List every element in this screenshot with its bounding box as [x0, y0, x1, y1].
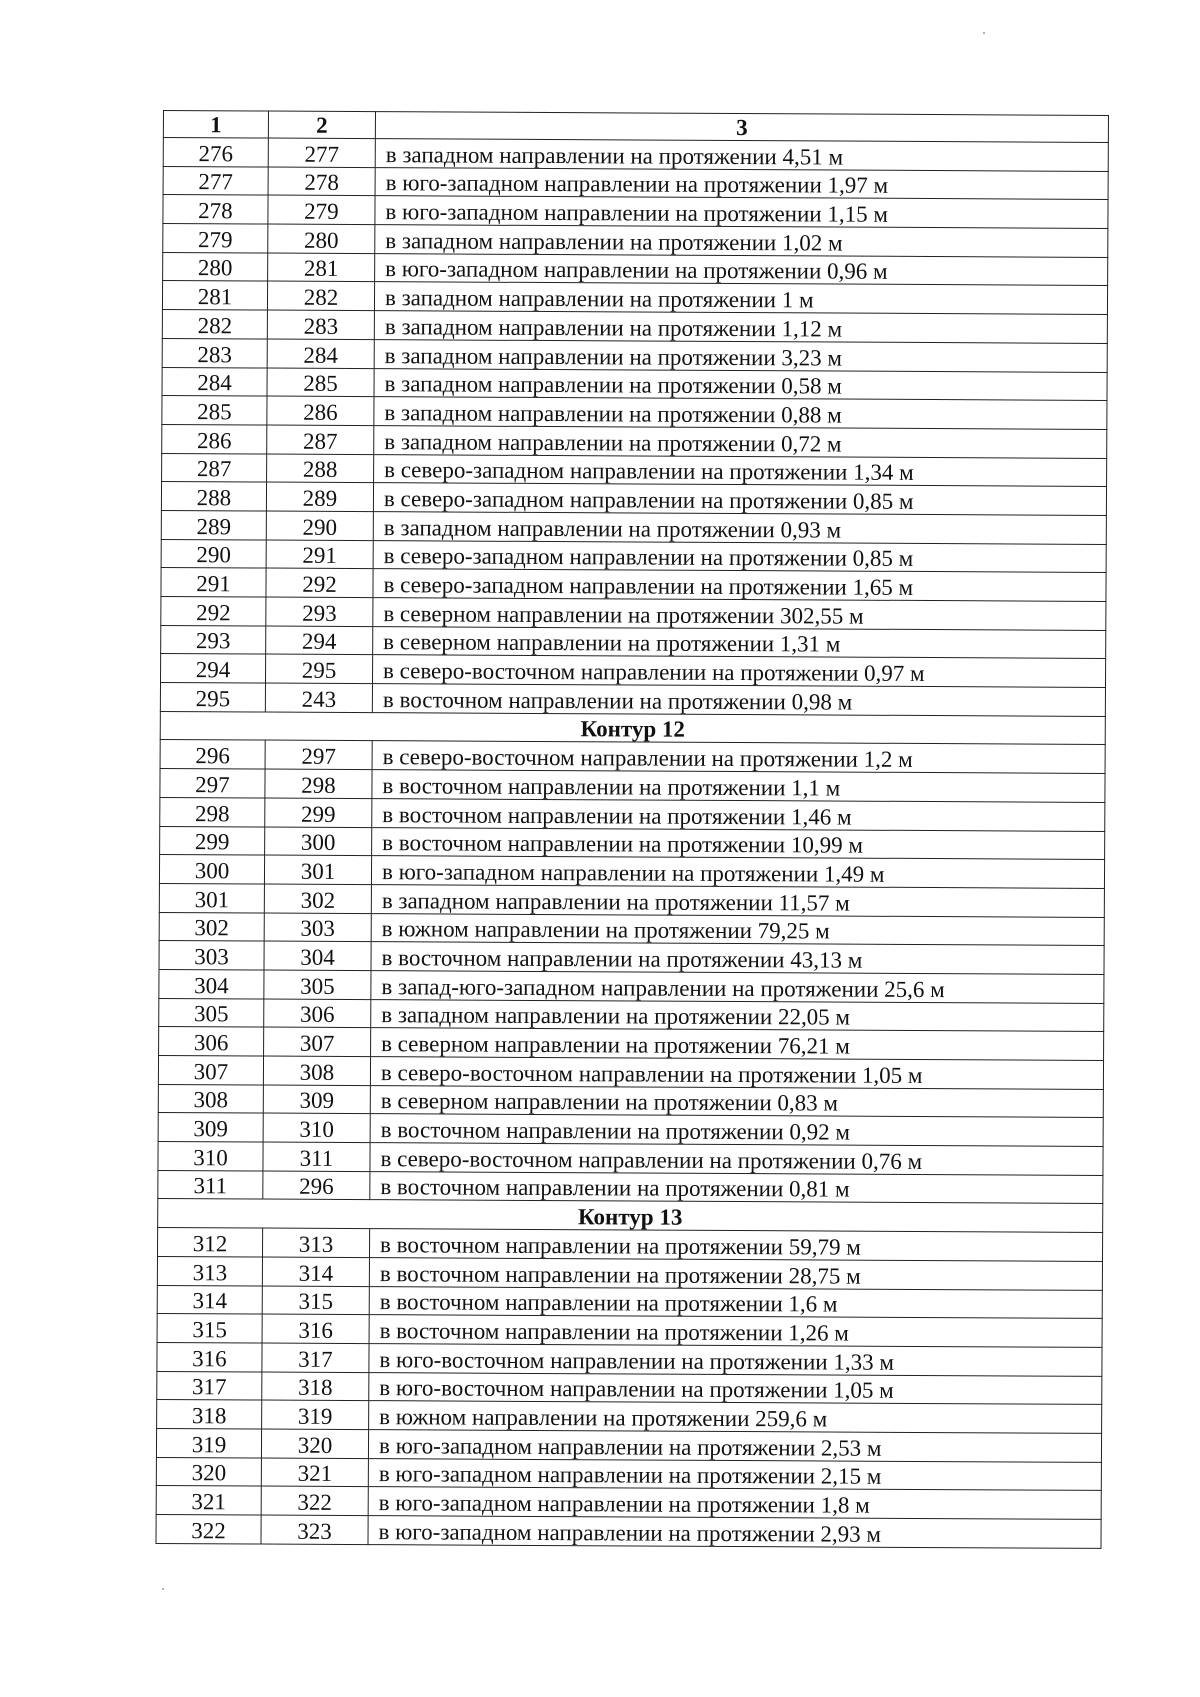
description-cell: в юго-западном направлении на протяжении 1,8 м	[368, 1487, 1101, 1520]
table-row	[160, 769, 1105, 803]
to-point-cell: 303	[264, 913, 371, 942]
table-row	[162, 424, 1107, 458]
table-row	[161, 482, 1106, 516]
description-cell: в восточном направлении на протяжении 0,81 м	[370, 1171, 1103, 1204]
to-point-cell: 288	[267, 454, 374, 483]
from-point-cell: 320	[156, 1457, 261, 1486]
table-row	[160, 683, 1105, 717]
from-point-cell: 286	[162, 424, 267, 453]
from-point-cell: 285	[162, 396, 267, 425]
table-row	[158, 1170, 1103, 1204]
table-row	[157, 1371, 1102, 1405]
from-point-cell: 296	[160, 740, 265, 769]
to-point-cell: 298	[265, 769, 372, 798]
description-cell: в западном направлении на протяжении 22,05 м	[371, 999, 1104, 1032]
from-point-cell: 287	[162, 453, 267, 482]
to-point-cell: 280	[268, 224, 375, 253]
header-col-2: 2	[268, 111, 375, 139]
from-point-cell: 278	[163, 195, 268, 224]
table-row	[158, 1084, 1103, 1118]
table-row	[159, 1027, 1104, 1061]
table-row	[163, 138, 1108, 172]
description-cell: в юго-западном направлении на протяжении 0,96 м	[375, 253, 1108, 286]
from-point-cell: 309	[158, 1113, 263, 1142]
from-point-cell: 305	[159, 998, 264, 1027]
section-heading: Контур 12	[160, 711, 1105, 745]
from-point-cell: 310	[158, 1142, 263, 1171]
description-cell: в западном направлении на протяжении 3,23 м	[374, 339, 1107, 372]
description-cell: в восточном направлении на протяжении 0,92 м	[370, 1114, 1103, 1147]
from-point-cell: 290	[161, 539, 266, 568]
section-heading: Контур 13	[158, 1199, 1103, 1233]
to-point-cell: 305	[264, 970, 371, 999]
to-point-cell: 279	[268, 195, 375, 224]
to-point-cell: 296	[263, 1171, 370, 1200]
from-point-cell: 284	[162, 367, 267, 396]
table-row	[160, 740, 1105, 774]
description-cell: в юго-западном направлении на протяжении 2,15 м	[368, 1458, 1101, 1491]
description-cell: в запад-юго-западном направлении на протяжении 25,6 м	[371, 971, 1104, 1004]
table-row	[163, 252, 1108, 286]
to-point-cell: 316	[262, 1314, 369, 1343]
from-point-cell: 318	[157, 1400, 262, 1429]
from-point-cell: 303	[159, 941, 264, 970]
description-cell: в юго-западном направлении на протяжении 1,49 м	[371, 856, 1104, 889]
to-point-cell: 293	[266, 597, 373, 626]
table-row	[159, 941, 1104, 975]
description-cell: в восточном направлении на протяжении 1,26 м	[369, 1315, 1102, 1348]
scan-speck	[983, 32, 985, 34]
to-point-cell: 295	[266, 654, 373, 683]
from-point-cell: 294	[161, 654, 266, 683]
to-point-cell: 306	[264, 999, 371, 1028]
table-row	[162, 338, 1107, 372]
to-point-cell: 287	[267, 425, 374, 454]
table-row	[156, 1514, 1101, 1548]
from-point-cell: 314	[157, 1285, 262, 1314]
to-point-cell: 320	[261, 1429, 368, 1458]
to-point-cell: 283	[267, 310, 374, 339]
from-point-cell: 300	[159, 855, 264, 884]
to-point-cell: 319	[262, 1400, 369, 1429]
from-point-cell: 293	[161, 625, 266, 654]
from-point-cell: 311	[158, 1170, 263, 1199]
header-col-1: 1	[163, 111, 268, 139]
table-row	[156, 1457, 1101, 1491]
from-point-cell: 283	[162, 338, 267, 367]
table-row	[159, 998, 1104, 1032]
from-point-cell: 292	[161, 596, 266, 625]
table-row	[161, 568, 1106, 602]
from-point-cell: 306	[159, 1027, 264, 1056]
table-row	[162, 453, 1107, 487]
table-row	[161, 539, 1106, 573]
table-row	[162, 396, 1107, 430]
from-point-cell: 288	[161, 482, 266, 511]
to-point-cell: 301	[264, 855, 371, 884]
description-cell: в западном направлении на протяжении 1,02 м	[375, 225, 1108, 258]
description-cell: в юго-восточном направлении на протяжении 1,33 м	[369, 1343, 1102, 1376]
to-point-cell: 278	[268, 167, 375, 196]
description-cell: в восточном направлении на протяжении 1,6 м	[369, 1286, 1102, 1319]
table-row	[160, 797, 1105, 831]
description-cell: в северном направлении на протяжении 1,31 м	[373, 626, 1106, 659]
table-row	[162, 310, 1107, 344]
table-row	[158, 1055, 1103, 1089]
from-point-cell: 282	[162, 310, 267, 339]
description-cell: в восточном направлении на протяжении 0,98 м	[372, 684, 1105, 717]
description-cell: в западном направлении на протяжении 11,57 м	[371, 884, 1104, 917]
table-row	[162, 281, 1107, 315]
from-point-cell: 299	[160, 826, 265, 855]
description-cell: в северо-западном направлении на протяжении 0,85 м	[373, 483, 1106, 516]
from-point-cell: 277	[163, 166, 268, 195]
from-point-cell: 276	[163, 138, 268, 167]
to-point-cell: 291	[266, 540, 373, 569]
description-cell: в восточном направлении на протяжении 28,75 м	[369, 1257, 1102, 1290]
description-cell: в юго-западном направлении на протяжении 2,53 м	[368, 1430, 1101, 1463]
table-row	[157, 1314, 1102, 1348]
table-row	[157, 1342, 1102, 1376]
description-cell: в северо-восточном направлении на протяжении 1,05 м	[370, 1057, 1103, 1090]
table-row	[159, 855, 1104, 889]
to-point-cell: 322	[261, 1486, 368, 1515]
to-point-cell: 292	[266, 568, 373, 597]
to-point-cell: 290	[266, 511, 373, 540]
table-row	[156, 1486, 1101, 1520]
description-cell: в юго-западном направлении на протяжении 1,15 м	[375, 196, 1108, 229]
to-point-cell: 310	[263, 1113, 370, 1142]
to-point-cell: 294	[266, 626, 373, 655]
table-row	[161, 510, 1106, 544]
description-cell: в восточном направлении на протяжении 59,79 м	[369, 1229, 1102, 1262]
description-cell: в восточном направлении на протяжении 43,13 м	[371, 942, 1104, 975]
to-point-cell: 300	[265, 827, 372, 856]
to-point-cell: 281	[268, 253, 375, 282]
to-point-cell: 323	[261, 1515, 368, 1544]
to-point-cell: 314	[262, 1257, 369, 1286]
description-cell: в восточном направлении на протяжении 10,99 м	[372, 827, 1105, 860]
from-point-cell: 301	[159, 883, 264, 912]
to-point-cell: 277	[268, 138, 375, 167]
description-cell: в юго-западном направлении на протяжении 2,93 м	[368, 1516, 1101, 1549]
table-row	[157, 1228, 1102, 1262]
description-cell: в южном направлении на протяжении 259,6 м	[369, 1401, 1102, 1434]
description-cell: в восточном направлении на протяжении 1,46 м	[372, 798, 1105, 831]
from-point-cell: 319	[156, 1428, 261, 1457]
description-cell: в западном направлении на протяжении 1,12 м	[374, 311, 1107, 344]
description-cell: в южном направлении на протяжении 79,25 м	[371, 913, 1104, 946]
from-point-cell: 281	[162, 281, 267, 310]
description-cell: в западном направлении на протяжении 0,93 м	[373, 512, 1106, 545]
to-point-cell: 321	[261, 1458, 368, 1487]
description-cell: в восточном направлении на протяжении 1,1 м	[372, 770, 1105, 803]
to-point-cell: 304	[264, 941, 371, 970]
to-point-cell: 285	[267, 368, 374, 397]
to-point-cell: 313	[262, 1228, 369, 1257]
table-row	[159, 883, 1104, 917]
from-point-cell: 298	[160, 797, 265, 826]
table-row	[158, 1142, 1103, 1176]
description-cell: в северо-западном направлении на протяжении 1,65 м	[373, 569, 1106, 602]
from-point-cell: 313	[157, 1256, 262, 1285]
to-point-cell: 317	[262, 1343, 369, 1372]
table-row	[163, 224, 1108, 258]
description-cell: в северном направлении на протяжении 302,55 м	[373, 598, 1106, 631]
description-cell: в северо-восточном направлении на протяжении 1,2 м	[372, 741, 1105, 774]
to-point-cell: 282	[267, 281, 374, 310]
from-point-cell: 295	[160, 683, 265, 712]
table-row	[161, 654, 1106, 688]
description-cell: в северном направлении на протяжении 76,21 м	[371, 1028, 1104, 1061]
from-point-cell: 289	[161, 510, 266, 539]
to-point-cell: 299	[265, 798, 372, 827]
to-point-cell: 286	[267, 396, 374, 425]
from-point-cell: 304	[159, 969, 264, 998]
table-row	[159, 969, 1104, 1003]
to-point-cell: 318	[262, 1372, 369, 1401]
to-point-cell: 311	[263, 1142, 370, 1171]
from-point-cell: 280	[163, 252, 268, 281]
from-point-cell: 297	[160, 769, 265, 798]
description-cell: в северном направлении на протяжении 0,83 м	[370, 1085, 1103, 1118]
description-cell: в юго-восточном направлении на протяжении 1,05 м	[369, 1372, 1102, 1405]
table-row	[161, 596, 1106, 630]
from-point-cell: 308	[158, 1084, 263, 1113]
to-point-cell: 297	[265, 740, 372, 769]
description-cell: в северо-западном направлении на протяжении 1,34 м	[374, 454, 1107, 487]
table-row	[158, 1113, 1103, 1147]
table-row	[161, 625, 1106, 659]
to-point-cell: 307	[264, 1027, 371, 1056]
description-cell: в северо-западном направлении на протяжении 0,85 м	[373, 540, 1106, 573]
description-cell: в северо-восточном направлении на протяжении 0,97 м	[372, 655, 1105, 688]
table-row	[156, 1428, 1101, 1462]
to-point-cell: 289	[266, 482, 373, 511]
table-row	[157, 1400, 1102, 1434]
to-point-cell: 309	[263, 1085, 370, 1114]
description-cell: в западном направлении на протяжении 0,88 м	[374, 397, 1107, 430]
table-row	[157, 1285, 1102, 1319]
table-row	[162, 367, 1107, 401]
table-row	[159, 912, 1104, 946]
from-point-cell: 279	[163, 224, 268, 253]
from-point-cell: 291	[161, 568, 266, 597]
to-point-cell: 315	[262, 1286, 369, 1315]
from-point-cell: 307	[158, 1055, 263, 1084]
description-cell: в западном направлении на протяжении 1 м	[374, 282, 1107, 315]
description-cell: в западном направлении на протяжении 0,72 м	[374, 425, 1107, 458]
from-point-cell: 312	[157, 1228, 262, 1257]
from-point-cell: 322	[156, 1514, 261, 1543]
description-cell: в северо-восточном направлении на протяжении 0,76 м	[370, 1143, 1103, 1176]
table-row	[163, 166, 1108, 200]
table-row	[163, 195, 1108, 229]
to-point-cell: 243	[265, 683, 372, 712]
description-cell: в западном направлении на протяжении 4,51 м	[375, 139, 1108, 172]
from-point-cell: 315	[157, 1314, 262, 1343]
description-cell: в юго-западном направлении на протяжении 1,97 м	[375, 167, 1108, 200]
table-row	[160, 826, 1105, 860]
to-point-cell: 284	[267, 339, 374, 368]
scan-speck	[162, 1588, 164, 1590]
table-body	[156, 111, 1108, 1549]
from-point-cell: 302	[159, 912, 264, 941]
to-point-cell: 302	[264, 884, 371, 913]
header-col-3: 3	[375, 112, 1108, 143]
boundary-description-table	[155, 110, 1108, 1549]
table-row	[157, 1256, 1102, 1290]
to-point-cell: 308	[263, 1056, 370, 1085]
from-point-cell: 321	[156, 1486, 261, 1515]
from-point-cell: 316	[157, 1342, 262, 1371]
description-cell: в западном направлении на протяжении 0,58 м	[374, 368, 1107, 401]
from-point-cell: 317	[157, 1371, 262, 1400]
